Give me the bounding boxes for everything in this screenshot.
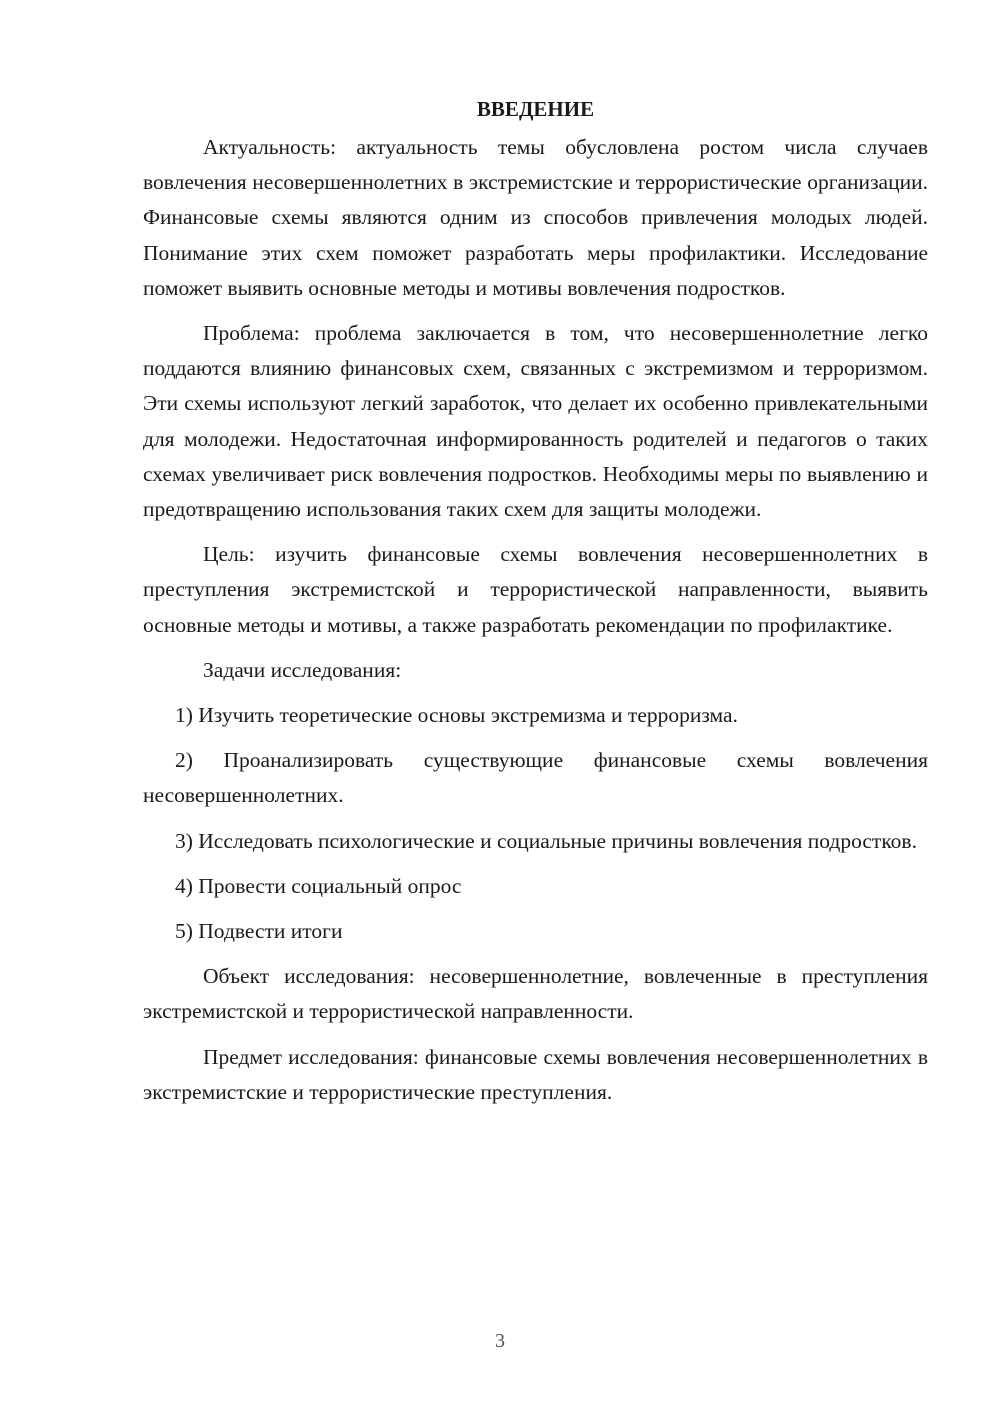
task-item: 4) Провести социальный опрос [175,873,462,898]
object-paragraph: Объект исследования: несовершеннолетние, вовлеченные в преступления экстремистской и террористической направленности. [143,964,928,1024]
task-item: 3) Исследовать психологические и социальные причины вовлечения подростков. [175,828,917,853]
relevance-paragraph: Актуальность: актуальность темы обусловлена ростом числа случаев вовлечения несовершеннолетних в экстремистские и террористические организации. Финансовые схемы являются одним из способов привлечения молодых людей. Понимание этих схем поможет разработать меры профилактики. Исследование поможет выявить основные методы и мотивы вовлечения подростков. [143,135,928,300]
task-item: 1) Изучить теоретические основы экстремизма и терроризма. [175,703,738,728]
task-item: 2) Проанализировать существующие финансовые схемы вовлечения несовершеннолетних. [143,748,928,808]
section-title: ВВЕДЕНИЕ [476,97,595,121]
tasks-heading: Задачи исследования: [203,657,402,682]
problem-paragraph: Проблема: проблема заключается в том, что несовершеннолетние легко поддаются влиянию финансовых схем, связанных с экстремизмом и терроризмом. Эти схемы используют легкий заработок, что делает их особенно привлекательными для молодежи. Недостаточная информированность родителей и педагогов о таких схемах увеличивает риск вовлечения подростков. Необходимы меры по выявлению и предотвращению использования таких схем для защиты молодежи. [143,321,928,522]
subject-paragraph: Предмет исследования: финансовые схемы вовлечения несовершеннолетних в экстремистские и террористические преступления. [143,1044,928,1104]
task-item: 5) Подвести итоги [175,919,343,944]
document-page [143,92,928,1120]
page-number: 3 [495,1330,505,1352]
goal-paragraph: Цель: изучить финансовые схемы вовлечения несовершеннолетних в преступления экстремистской и террористической направленности, выявить основные методы и мотивы, а также разработать рекомендации по профилактике. [143,542,928,637]
